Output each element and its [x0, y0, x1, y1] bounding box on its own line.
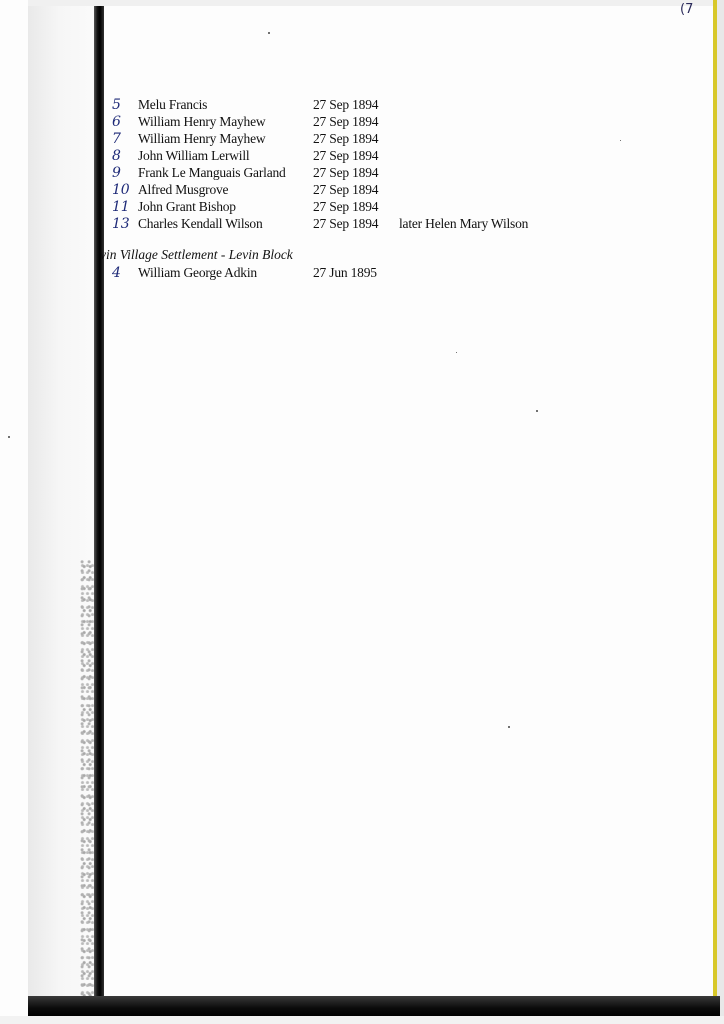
entry-number: 13	[112, 216, 130, 232]
entry-number: 6	[112, 114, 121, 130]
entry-row	[112, 181, 572, 198]
entry-number: 4	[112, 265, 121, 281]
dust-speck	[8, 436, 10, 438]
entry-date: 27 Jun 1895	[313, 265, 377, 280]
binding-speckle	[80, 560, 94, 1000]
entry-row	[112, 130, 572, 147]
dust-speck	[508, 726, 510, 728]
entry-name: William George Adkin	[138, 265, 257, 280]
entry-row	[112, 147, 572, 164]
page-top-edge	[28, 0, 714, 6]
entry-list	[112, 96, 572, 232]
section-heading: vin Village Settlement - Levin Block	[100, 247, 293, 262]
entry-date: 27 Sep 1894	[313, 131, 379, 146]
entry-row	[112, 198, 572, 215]
section-entry-list	[112, 264, 572, 281]
entry-date: 27 Sep 1894	[313, 216, 379, 231]
entry-name: William Henry Mayhew	[138, 131, 266, 146]
entry-row	[112, 264, 572, 281]
entry-row	[112, 96, 572, 113]
entry-number: 5	[112, 97, 121, 113]
bottom-edge	[0, 1016, 724, 1024]
binding-shadow	[94, 6, 104, 996]
dust-speck	[268, 32, 270, 34]
entry-name: William Henry Mayhew	[138, 114, 266, 129]
entry-number: 11	[112, 199, 130, 215]
entry-name: Frank Le Manguais Garland	[138, 165, 286, 180]
dust-speck	[456, 352, 457, 353]
entry-date: 27 Sep 1894	[313, 165, 379, 180]
page-number-mark: (7	[680, 2, 694, 17]
entry-note: later Helen Mary Wilson	[399, 216, 529, 231]
dust-speck	[536, 410, 538, 412]
entry-number: 7	[112, 131, 121, 147]
entry-row	[112, 215, 572, 232]
entry-name: Alfred Musgrove	[138, 182, 229, 197]
entry-row	[112, 113, 572, 130]
entry-name: John Grant Bishop	[138, 199, 236, 214]
entry-number: 10	[112, 182, 130, 198]
entry-number: 9	[112, 165, 121, 181]
entry-date: 27 Sep 1894	[313, 182, 379, 197]
entry-date: 27 Sep 1894	[313, 148, 379, 163]
entry-name: John William Lerwill	[138, 148, 250, 163]
entry-row	[112, 164, 572, 181]
entry-name: Melu Francis	[138, 97, 208, 112]
right-gray-edge	[717, 0, 724, 1024]
bottom-shadow	[28, 996, 720, 1016]
entry-date: 27 Sep 1894	[313, 114, 379, 129]
entry-date: 27 Sep 1894	[313, 199, 379, 214]
entry-name: Charles Kendall Wilson	[138, 216, 263, 231]
entry-date: 27 Sep 1894	[313, 97, 379, 112]
entry-number: 8	[112, 148, 121, 164]
dust-speck	[620, 140, 621, 141]
